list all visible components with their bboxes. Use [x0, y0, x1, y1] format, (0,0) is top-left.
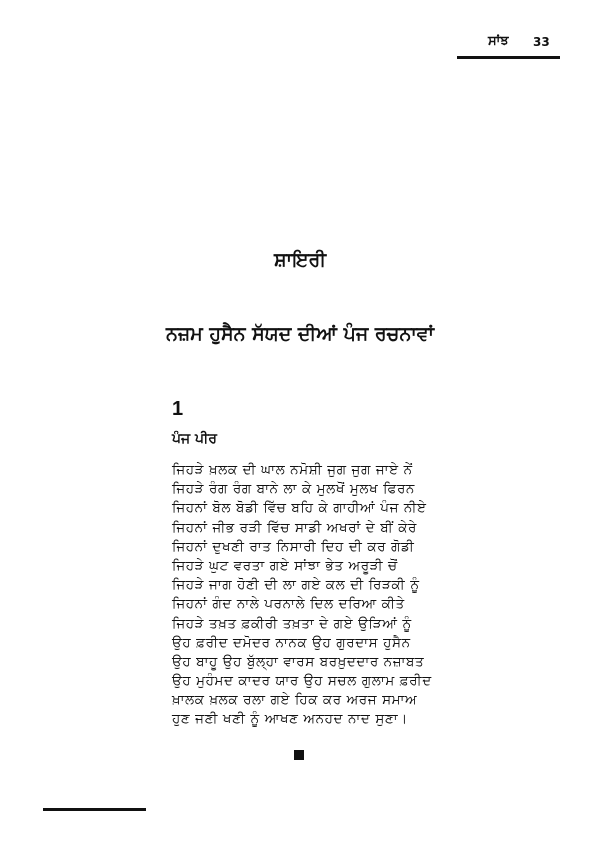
collection-title: ਨਜ਼ਮ ਹੁਸੈਨ ਸੱਯਦ ਦੀਆਂ ਪੰਜ ਰਚਨਾਵਾਂ [165, 323, 435, 345]
poem-verse [172, 461, 472, 730]
running-header-title: ਸਾਂਝ [488, 34, 509, 49]
verse-line: ਖ਼ਾਲਕ ਖ਼ਲਕ ਰਲਾ ਗਏ ਹਿਕ ਕਰ ਅਰਜ ਸਮਾਅ [172, 692, 418, 709]
verse-line: ਜਿਹੜੇ ਰੰਗ ਰੰਗ ਬਾਨੇ ਲਾ ਕੇ ਮੁਲਖੋਂ ਮੁਲਖ ਫਿਰਨ [172, 481, 415, 498]
verse-line: ਜਿਹੜੇ ਘੁਟ ਵਰਤਾ ਗਏ ਸਾਂਝਾ ਭੇਤ ਅਰੂੜੀ ਚੋਂ [172, 557, 398, 574]
end-of-poem-square-icon [294, 750, 304, 760]
verse-line: ਜਿਹਨਾਂ ਗੰਦ ਨਾਲੇ ਪਰਨਾਲੇ ਦਿਲ ਦਰਿਆ ਕੀਤੇ [172, 596, 405, 613]
page-number: 33 [533, 35, 550, 49]
verse-line: ਜਿਹਨਾਂ ਬੋਲ ਬੋਡੀ ਵਿੱਚ ਬਹਿ ਕੇ ਗਾਹੀਆਂ ਪੰਜ ਨੀਏ [172, 500, 427, 517]
verse-line: ਜਿਹਨਾਂ ਜੀਭ ਰੜੀ ਵਿੱਚ ਸਾਡੀ ਅਖਰਾਂ ਦੇ ਬੀਂ ਕੇਰੇ [172, 519, 417, 536]
poem-number: 1 [172, 398, 184, 420]
header-rule [457, 56, 560, 59]
verse-line: ਜਿਹੜੇ ਜਾਗ ਹੋਣੀ ਦੀ ਲਾ ਗਏ ਕਲ ਦੀ ਰਿੜਕੀ ਨੂੰ [172, 577, 420, 594]
verse-line: ਹੁਣ ਜਣੀ ਖਣੀ ਨੂੰ ਆਖਣ ਅਨਹਦ ਨਾਦ ਸੁਣਾ। [172, 711, 408, 728]
verse-line: ਉਹ ਫ਼ਰੀਦ ਦਮੋਦਰ ਨਾਨਕ ਉਹ ਗੁਰਦਾਸ ਹੁਸੈਨ [172, 634, 411, 651]
verse-line: ਉਹ ਬਾਹੂ ਉਹ ਬੁੱਲ੍ਹਾ ਵਾਰਸ ਬਰਖ਼ੁਦਦਾਰ ਨਜ਼ਾਬਤ [172, 653, 425, 670]
verse-line: ਉਹ ਮੁਹੰਮਦ ਕਾਦਰ ਯਾਰ ਉਹ ਸਚਲ ਗੁਲਾਮ ਫ਼ਰੀਦ [172, 673, 432, 690]
section-title: ਸ਼ਾਇਰੀ [273, 249, 327, 271]
verse-line: ਜਿਹਨਾਂ ਦੁਖਣੀ ਰਾਤ ਨਿਸਾਰੀ ਦਿਹ ਦੀ ਕਰ ਗੋਡੀ [172, 538, 415, 555]
verse-line: ਜਿਹੜੇ ਖ਼ਲਕ ਦੀ ਘਾਲ ਨਮੋਸ਼ੀ ਜੁਗ ਜੁਗ ਜਾਏ ਨੇਂ [172, 462, 413, 478]
poem-title: ਪੰਜ ਪੀਰ [172, 431, 217, 447]
footer-rule [43, 808, 146, 811]
verse-line: ਜਿਹੜੇ ਤਖ਼ਤ ਫ਼ਕੀਰੀ ਤਖ਼ਤਾ ਦੇ ਗਏ ਉੜਿਆਂ ਨੂੰ [172, 615, 412, 632]
